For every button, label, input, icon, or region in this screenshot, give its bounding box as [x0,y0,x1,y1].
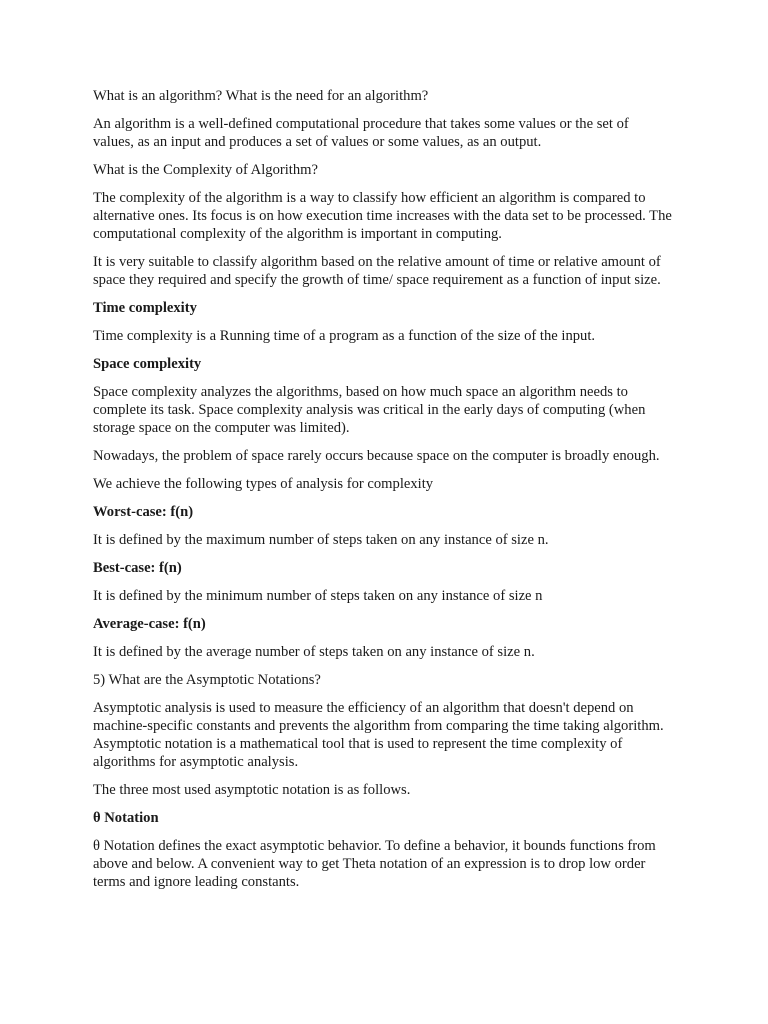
asymptotic-analysis-text: Asymptotic analysis is used to measure the efficiency of an algorithm that doesn't depend on machine-specific constants and prevents the algorithm from comparing the time taking algorithm. Asymptotic notation is a mathematical tool that is used to represent the time complexity of algorithms for asymptotic analysis. [93,700,664,770]
theta-notation-heading: θ Notation [93,810,159,826]
analysis-types-intro: We achieve the following types of analysis for complexity [93,476,434,492]
question-complexity: What is the Complexity of Algorithm? [93,162,318,178]
best-case-heading: Best-case: f(n) [93,560,182,576]
complexity-definition: The complexity of the algorithm is a way to classify how efficient an algorithm is compared to alternative ones. Its focus is on how execution time increases with the data set to be processed. The computational complexity of the algorithm is important in computing. [93,190,672,242]
question-algorithm: What is an algorithm? What is the need for an algorithm? [93,88,429,104]
space-complexity-text: Space complexity analyzes the algorithms, based on how much space an algorithm needs to complete its task. Space complexity analysis was critical in the early days of computing (when storage space on the computer was limited). [93,384,646,436]
asymptotic-three-notations: The three most used asymptotic notation is as follows. [93,782,411,798]
answer-algorithm: An algorithm is a well-defined computational procedure that takes some values or the set of values, as an input and produces a set of values or some values, as an output. [93,116,629,150]
best-case-text: It is defined by the minimum number of steps taken on any instance of size n [93,588,543,604]
theta-notation-text: θ Notation defines the exact asymptotic behavior. To define a behavior, it bounds functions from above and below. A convenient way to get Theta notation of an expression is to drop low order terms and ignore leading constants. [93,838,656,890]
average-case-heading: Average-case: f(n) [93,616,206,632]
document-page [93,87,673,901]
time-complexity-heading: Time complexity [93,300,197,316]
time-complexity-text: Time complexity is a Running time of a program as a function of the size of the input. [93,328,596,344]
average-case-text: It is defined by the average number of steps taken on any instance of size n. [93,644,535,660]
question-asymptotic: 5) What are the Asymptotic Notations? [93,672,321,688]
worst-case-heading: Worst-case: f(n) [93,504,194,520]
complexity-classification: It is very suitable to classify algorithm based on the relative amount of time or relative amount of space they required and specify the growth of time/ space requirement as a function of input size. [93,254,661,288]
space-nowadays-text: Nowadays, the problem of space rarely occurs because space on the computer is broadly enough. [93,448,660,464]
space-complexity-heading: Space complexity [93,356,202,372]
worst-case-text: It is defined by the maximum number of steps taken on any instance of size n. [93,532,549,548]
